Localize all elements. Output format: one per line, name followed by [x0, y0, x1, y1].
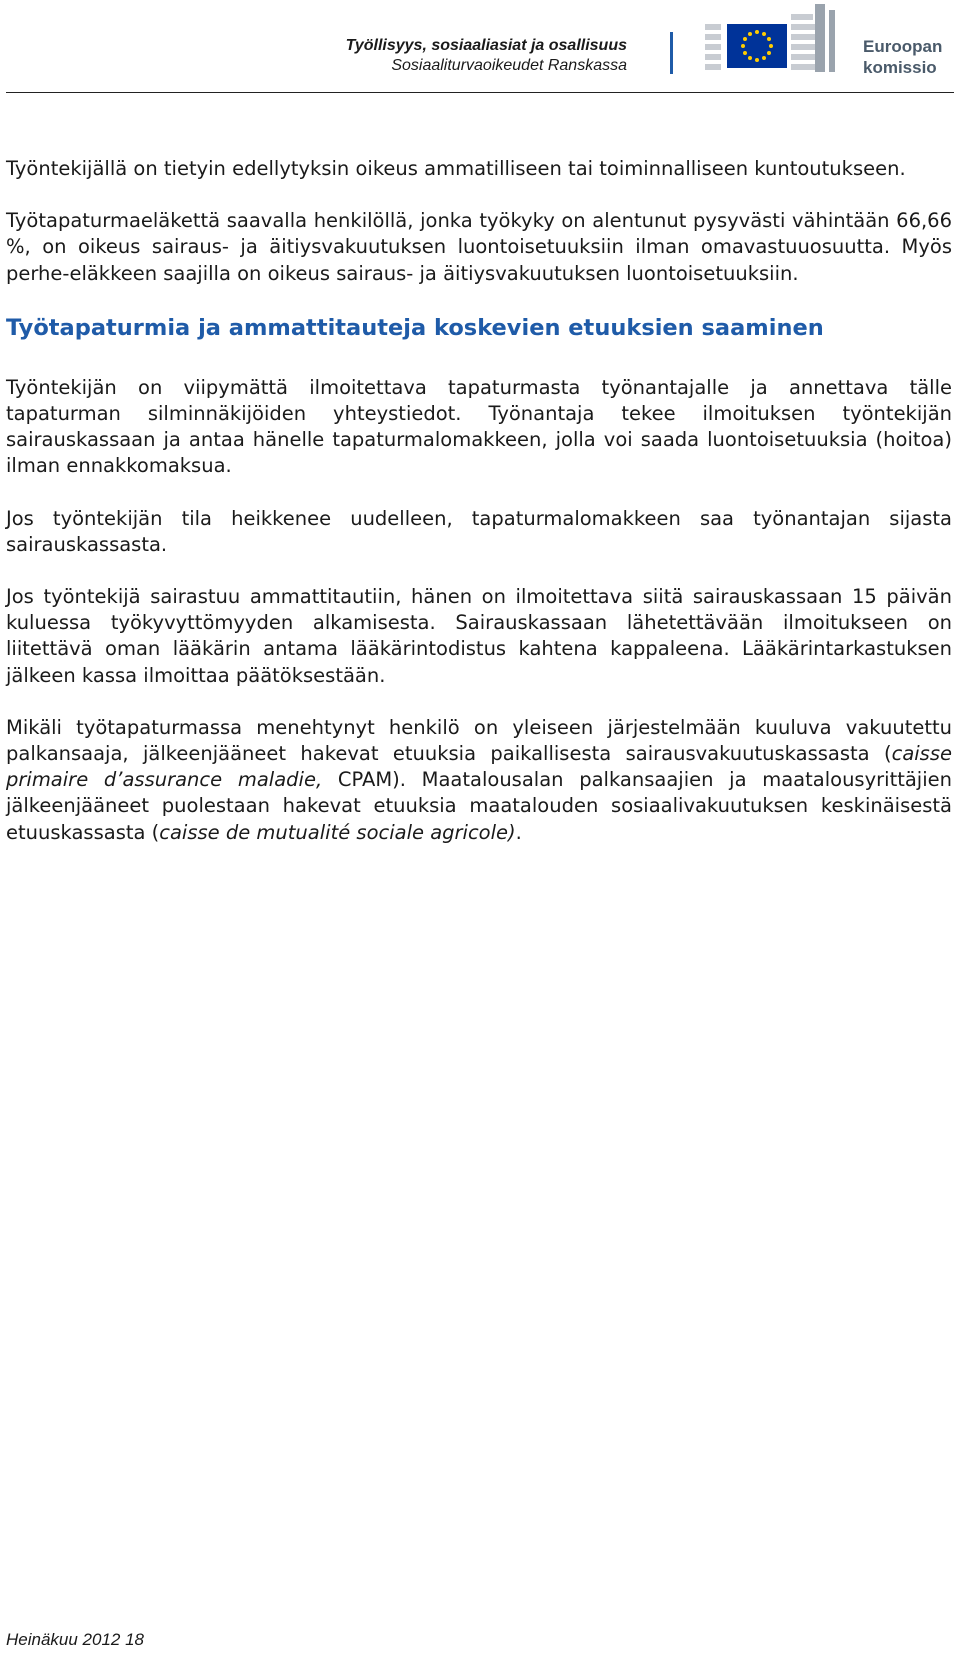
document-body: [6, 156, 952, 872]
header-separator: [670, 32, 673, 74]
header-rule: [6, 92, 954, 93]
european-commission-logo: [705, 2, 855, 74]
survivors-text-2: CPAM). Maatalousalan palkansaajien ja maatalousyrittäjien jälkeenjääneet puolestaan hakevat etuuksia maatalouden sosiaalivakuutuksen keskinäisestä etuuskassasta (: [6, 768, 953, 844]
header-text: [346, 36, 627, 76]
logo-text-1: Euroopan: [863, 37, 943, 56]
survivors-text-3: .: [515, 820, 522, 844]
paragraph-accident-reporting: Työntekijän on viipymättä ilmoitettava tapaturmasta työnantajalle ja annettava tälle tapaturman silminnäkijöiden yhteystiedot. Työnantaja tekee ilmoituksen työntekijän sairauskassaan ja antaa hänelle tapaturmalomakkeen, jolla voi saada luontoisetuuksia (hoitoa) ilman ennakkomaksua.: [6, 375, 952, 478]
paragraph-occupational-disease: Jos työntekijä sairastuu ammattitautiin, hänen on ilmoitettava siitä sairauskassaan 15 päivän kuluessa työkyvyttömyyden alkamisesta. Sairauskassaan lähetettävään ilmoitukseen on liitettävä oman lääkärin antama lääkärintodistus kahtena kappaleena. Lääkärintarkastuksen jälkeen kassa ilmoittaa päätöksestään.: [6, 585, 952, 687]
logo-wordmark: [863, 36, 942, 78]
header-department: Työllisyys, sosiaaliasiat ja osallisuus: [345, 37, 627, 54]
survivors-term-msa: caisse de mutualité sociale agricole): [159, 820, 516, 844]
paragraph-survivors: [6, 715, 952, 846]
page-header: [0, 0, 960, 94]
paragraph-condition-worsens: Jos työntekijän tila heikkenee uudelleen, tapaturmalomakkeen saa työnantajan sijasta sairauskassasta.: [6, 506, 952, 556]
section-heading: Työtapaturmia ja ammattitauteja koskevien etuuksien saaminen: [6, 314, 824, 341]
survivors-term-cpam: caisse primaire d’assurance maladie,: [6, 742, 952, 792]
paragraph-rehabilitation: Työntekijällä on tietyin edellytyksin oikeus ammatilliseen tai toiminnalliseen kuntoutukseen.: [6, 157, 906, 180]
logo-text-2: komissio: [863, 58, 937, 77]
header-subtitle: Sosiaaliturvaoikeudet Ranskassa: [391, 57, 627, 74]
paragraph-pension-benefits: Työtapaturmaeläkettä saavalla henkilöllä, jonka työkyky on alentunut pysyvästi vähintään 66,66 %, on oikeus sairaus- ja äitiysvakuutuksen luontoisetuuksiin ilman omavastuuosuutta. Myös perhe-eläkkeen saajilla on oikeus sairaus- ja äitiysvakuutuksen luontoisetuuksiin.: [6, 209, 952, 285]
page-footer: Heinäkuu 2012 18: [6, 1630, 145, 1649]
survivors-text-1: Mikäli työtapaturmassa menehtynyt henkilö on yleiseen järjestelmään kuuluva vakuutettu palkansaaja, jälkeenjääneet hakevat etuuksia paikallisesta sairausvakuutuskassasta (: [6, 715, 952, 766]
